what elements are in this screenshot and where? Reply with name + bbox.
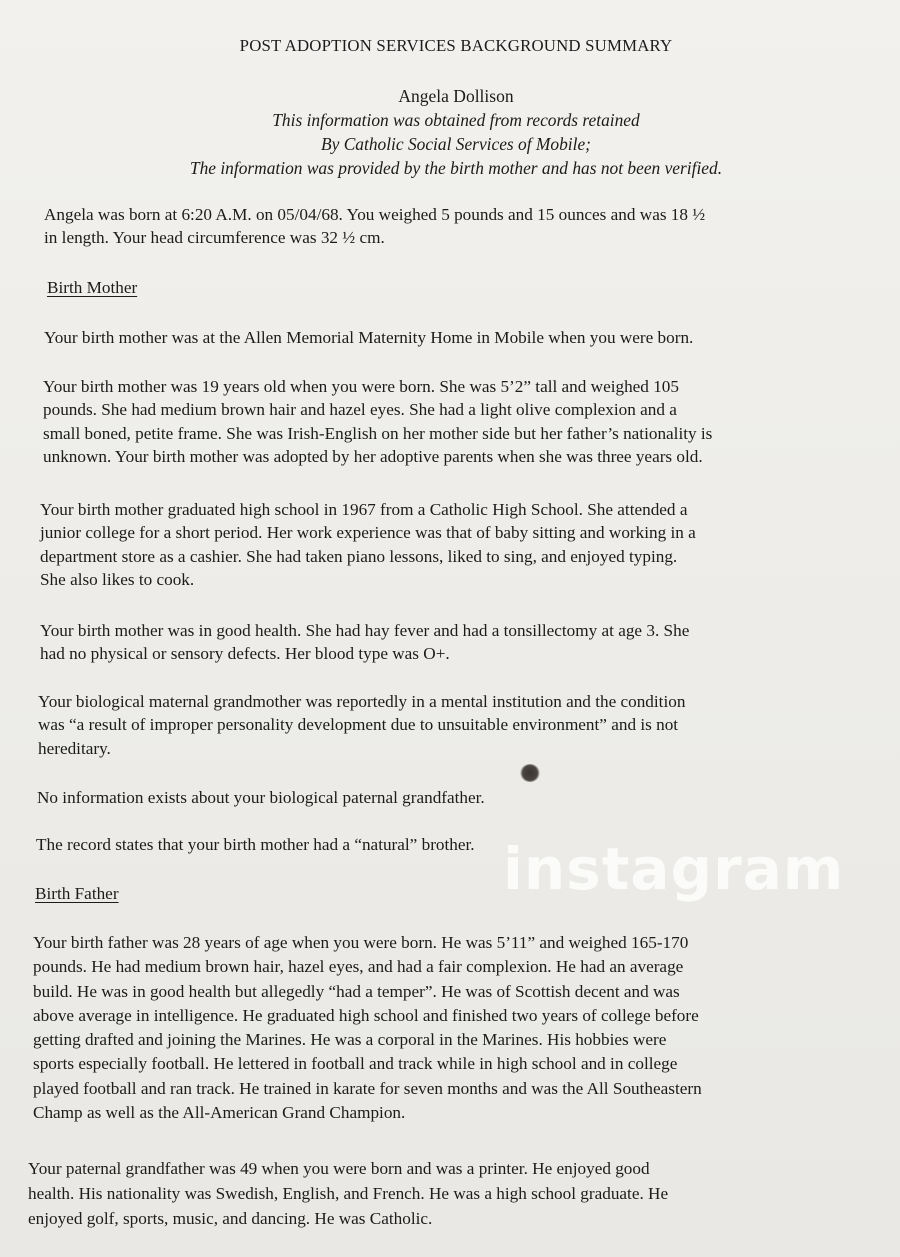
birth-details-paragraph	[44, 203, 705, 250]
text-line: department store as a cashier. She had taken piano lessons, liked to sing, and enjoyed typing.	[40, 546, 678, 566]
text-line: build. He was in good health but allegedly “had a temper”. He was of Scottish decent and was	[33, 981, 680, 1001]
section-heading-birth-father: Birth Father	[35, 884, 119, 903]
text-line: She also likes to cook.	[40, 570, 195, 590]
birth-mother-paragraph	[44, 326, 693, 349]
birth-father-paragraph	[33, 931, 702, 1125]
text-line: enjoyed golf, sports, music, and dancing. He was Catholic.	[28, 1209, 433, 1228]
text-line: Champ as well as the All-American Grand Champion.	[33, 1103, 406, 1123]
text-line: sports especially football. He lettered in football and track while in high school and in college	[33, 1054, 678, 1074]
birth-mother-description-paragraph	[43, 375, 712, 469]
text-line: had no physical or sensory defects. Her blood type was O+.	[40, 644, 450, 664]
text-line: Your birth father was 28 years of age when you were born. He was 5’11” and weighed 165-170	[33, 933, 689, 952]
text-line: getting drafted and joining the Marines. He was a corporal in the Marines. His hobbies were	[33, 1030, 667, 1050]
paternal-grandfather-paragraph	[37, 786, 485, 809]
birth-mother-health-paragraph	[40, 619, 689, 666]
source-note-line: The information was provided by the birth mother and has not been verified.	[189, 158, 723, 178]
text-line: was “a result of improper personality development due to unsuitable environment” and is not	[38, 715, 679, 735]
text-line: health. His nationality was Swedish, English, and French. He was a high school graduate. He	[28, 1184, 669, 1203]
text-line: pounds. She had medium brown hair and hazel eyes. She had a light olive complexion and a	[43, 400, 677, 420]
text-line: Your birth mother graduated high school in 1967 from a Catholic High School. She attended a	[40, 500, 688, 519]
source-note-line: By Catholic Social Services of Mobile;	[321, 134, 591, 154]
text-line: Your birth mother was at the Allen Memorial Maternity Home in Mobile when you were born.	[44, 328, 694, 347]
ink-smudge	[520, 764, 540, 782]
text-line: Your birth mother was 19 years old when you were born. She was 5’2” tall and weighed 105	[43, 377, 679, 396]
document-title: POST ADOPTION SERVICES BACKGROUND SUMMARY	[239, 36, 673, 55]
maternal-grandmother-paragraph	[38, 690, 685, 760]
text-line: above average in intelligence. He graduated high school and finished two years of college before	[33, 1005, 699, 1025]
text-line: played football and ran track. He trained in karate for seven months and was the All Southeastern	[33, 1078, 702, 1098]
text-line: pounds. He had medium brown hair, hazel eyes, and had a fair complexion. He had an average	[33, 957, 684, 977]
text-line: in length. Your head circumference was 32 ½ cm.	[44, 228, 385, 248]
document-header	[0, 84, 900, 180]
birth-mother-education-paragraph	[40, 498, 696, 592]
instagram-watermark: instagram	[503, 835, 845, 903]
text-line: Angela was born at 6:20 A.M. on 05/04/68. You weighed 5 pounds and 15 ounces and was 18 ½	[44, 205, 706, 224]
text-line: No information exists about your biological paternal grandfather.	[37, 788, 485, 807]
text-line: junior college for a short period. Her work experience was that of baby sitting and working in a	[40, 523, 696, 543]
text-line: Your biological maternal grandmother was reportedly in a mental institution and the condition	[38, 692, 686, 711]
natural-brother-paragraph	[36, 833, 475, 856]
adoptee-name: Angela Dollison	[398, 86, 514, 106]
text-line: The record states that your birth mother had a “natural” brother.	[36, 835, 475, 854]
source-note-line: This information was obtained from records retained	[272, 110, 640, 130]
text-line: small boned, petite frame. She was Irish-English on her mother side but her father’s nationality is	[43, 423, 713, 443]
paternal-grandfather-details-paragraph	[28, 1156, 668, 1231]
text-line: unknown. Your birth mother was adopted by her adoptive parents when she was three years old.	[43, 447, 703, 467]
text-line: Your paternal grandfather was 49 when you were born and was a printer. He enjoyed good	[28, 1159, 650, 1178]
text-line: hereditary.	[38, 738, 111, 758]
text-line: Your birth mother was in good health. She had hay fever and had a tonsillectomy at age 3. She	[40, 621, 690, 640]
section-heading-birth-mother: Birth Mother	[47, 278, 138, 297]
